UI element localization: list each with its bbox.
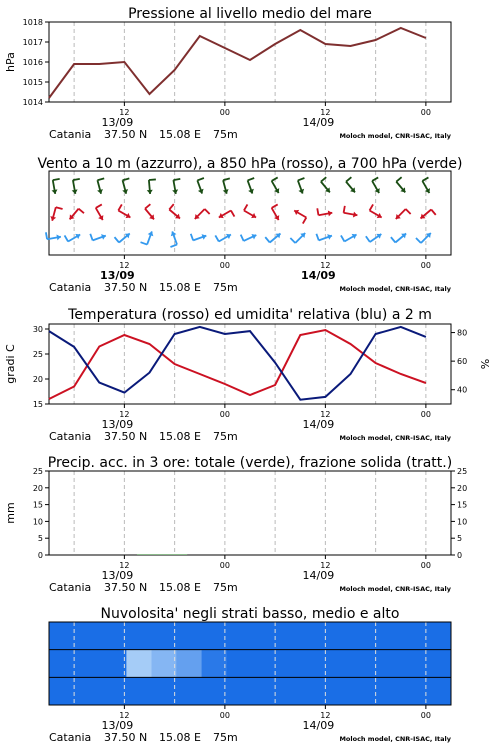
- x-tick-label: 12: [320, 108, 330, 117]
- wind-barb-flag: [241, 235, 244, 241]
- y-tick-label: 25: [33, 350, 43, 359]
- wind-arrowhead: [72, 189, 78, 193]
- wind-barb-flag: [346, 177, 351, 181]
- wind-barb-flag: [366, 236, 370, 242]
- x-tick-label: 00: [421, 561, 431, 570]
- cloud-cell: [126, 650, 151, 678]
- wind-barb-flag: [145, 204, 150, 208]
- wind-barb-flag: [370, 204, 374, 210]
- location-alt: 75m: [213, 581, 238, 594]
- model-credit: Moloch model, CNR-ISAC, Italy: [339, 434, 451, 442]
- wind-barb-flag: [298, 178, 305, 180]
- location-name: Catania: [49, 731, 91, 744]
- y-tick-label: 25: [33, 467, 43, 476]
- pressure-panel: [4, 6, 452, 141]
- date-label: 14/09: [303, 418, 335, 431]
- wind-barb-flag: [197, 178, 204, 180]
- wind-barb-flag: [344, 206, 345, 213]
- location-alt: 75m: [213, 731, 238, 744]
- wind-arrowhead: [52, 189, 58, 193]
- y-tick-label-right: 15: [457, 501, 467, 510]
- x-tick-label: 00: [421, 410, 431, 419]
- x-tick-label: 00: [220, 711, 230, 720]
- wind-barb-flag: [173, 179, 180, 180]
- model-credit: Moloch model, CNR-ISAC, Italy: [339, 735, 451, 743]
- precipitation-panel: [4, 455, 467, 594]
- wind-barb-flag: [115, 237, 119, 242]
- x-tick-label: 12: [320, 561, 330, 570]
- date-label: 13/09: [102, 116, 134, 129]
- wind-barb-flag: [46, 232, 47, 239]
- y-tick-label: 1016: [23, 58, 43, 67]
- wind-barb-flag: [90, 234, 92, 241]
- y-axis-label: mm: [4, 502, 17, 523]
- plot-frame: [49, 471, 451, 555]
- wind-barb-flag: [96, 204, 102, 208]
- y-tick-label: 1014: [23, 98, 43, 107]
- x-tick-label: 12: [119, 410, 129, 419]
- wind-arrowhead: [353, 212, 357, 218]
- wind-barb-flag: [191, 234, 193, 241]
- wind-arrowhead: [328, 211, 332, 217]
- y-tick-label: 1018: [23, 18, 43, 27]
- y-tick-label-right: 80: [457, 329, 467, 338]
- date-label: 13/09: [102, 569, 134, 582]
- wind-barb-flag: [53, 179, 60, 180]
- location-alt: 75m: [213, 430, 238, 443]
- location-lon: 15.08 E: [159, 731, 201, 744]
- cloud-cell: [177, 650, 202, 678]
- model-credit: Moloch model, CNR-ISAC, Italy: [339, 585, 451, 593]
- x-tick-label: 00: [220, 561, 230, 570]
- temperature-humidity-panel: [4, 307, 492, 443]
- wind-barb-flag: [416, 238, 421, 243]
- cloud-background: [49, 622, 451, 705]
- y-tick-label: 0: [38, 551, 43, 560]
- model-credit: Moloch model, CNR-ISAC, Italy: [339, 285, 451, 293]
- wind-arrowhead: [56, 235, 60, 241]
- plot-frame: [49, 22, 451, 102]
- y-tick-label-right: 40: [457, 386, 467, 395]
- model-credit: Moloch model, CNR-ISAC, Italy: [339, 132, 451, 140]
- x-tick-label: 12: [119, 108, 129, 117]
- chart-title: Precip. acc. in 3 ore: totale (verde), frazione solida (tratt.): [48, 455, 452, 471]
- wind-barb-flag: [215, 235, 219, 241]
- y-tick-label: 15: [33, 501, 43, 510]
- cloud-cell: [202, 650, 227, 678]
- x-tick-label: 12: [119, 261, 129, 270]
- y-tick-label: 20: [33, 484, 43, 493]
- y-tick-label: 5: [38, 534, 43, 543]
- location-name: Catania: [49, 281, 91, 294]
- wind-barb-flag: [265, 237, 269, 242]
- date-label: 14/09: [301, 269, 336, 282]
- wind-barb-flag: [149, 179, 156, 180]
- chart-title: Temperatura (rosso) ed umidita' relativa (blu) a 2 m: [67, 307, 432, 323]
- cloud-cover-panel: [49, 606, 452, 744]
- chart-title: Vento a 10 m (azzurro), a 850 hPa (rosso), a 700 hPa (verde): [37, 156, 462, 172]
- x-tick-label: 00: [220, 108, 230, 117]
- y-tick-label: 1017: [23, 38, 43, 47]
- y-tick-label-right: 20: [457, 484, 467, 493]
- wind-barb-flag: [431, 210, 435, 215]
- x-tick-label: 00: [220, 410, 230, 419]
- y-tick-label-right: 10: [457, 517, 467, 526]
- location-lat: 37.50 N: [104, 581, 147, 594]
- wind-barb-flag: [248, 178, 255, 180]
- y-tick-label-right: 25: [457, 467, 467, 476]
- wind-barb-flag: [317, 208, 318, 215]
- location-lon: 15.08 E: [159, 281, 201, 294]
- wind-barb-flag: [123, 178, 130, 180]
- y-axis-label: gradi C: [4, 344, 17, 384]
- wind-panel: [37, 156, 462, 294]
- y-tick-label-right: 60: [457, 357, 467, 366]
- wind-barb-flag: [244, 204, 248, 210]
- wind-barb-flag: [341, 235, 345, 241]
- location-lon: 15.08 E: [159, 128, 201, 141]
- wind-barb-flag: [65, 235, 69, 241]
- location-lat: 37.50 N: [104, 128, 147, 141]
- wind-barb-flag: [73, 179, 80, 180]
- wind-barb-flag: [118, 204, 122, 210]
- x-tick-label: 00: [421, 108, 431, 117]
- wind-barb-flag: [396, 177, 401, 181]
- x-tick-label: 12: [119, 561, 129, 570]
- wind-barb-flag: [79, 209, 84, 213]
- chart-title: Nuvolosita' negli strati basso, medio e alto: [101, 606, 400, 622]
- y-tick-label: 10: [33, 517, 43, 526]
- location-lon: 15.08 E: [159, 430, 201, 443]
- y-axis-label: hPa: [4, 52, 17, 72]
- wind-barb-flag: [406, 209, 411, 214]
- location-name: Catania: [49, 430, 91, 443]
- x-tick-label: 00: [220, 261, 230, 270]
- wind-barb-flag: [303, 218, 307, 224]
- location-alt: 75m: [213, 281, 238, 294]
- wind-barb-flag: [391, 237, 395, 242]
- wind-arrowhead: [147, 190, 153, 194]
- wind-barb-flag: [169, 204, 173, 209]
- location-alt: 75m: [213, 128, 238, 141]
- wind-barb-flag: [316, 234, 318, 241]
- date-label: 13/09: [102, 719, 134, 732]
- location-name: Catania: [49, 128, 91, 141]
- date-label: 14/09: [303, 569, 335, 582]
- y-tick-label: 30: [33, 325, 43, 334]
- x-tick-label: 12: [320, 410, 330, 419]
- wind-barb-flag: [231, 211, 235, 217]
- y-axis-label: %: [479, 359, 492, 369]
- wind-arrowhead: [172, 189, 178, 193]
- y-tick-label: 1015: [23, 78, 43, 87]
- y-tick-label-right: 5: [457, 534, 462, 543]
- x-tick-label: 00: [421, 711, 431, 720]
- location-lat: 37.50 N: [104, 281, 147, 294]
- y-tick-label-right: 0: [457, 551, 462, 560]
- cloud-cell: [152, 650, 177, 678]
- pressure-line: [49, 28, 426, 98]
- x-tick-label: 12: [320, 261, 330, 270]
- x-tick-label: 12: [320, 711, 330, 720]
- x-tick-label: 00: [421, 261, 431, 270]
- location-lat: 37.50 N: [104, 430, 147, 443]
- wind-barb-flag: [97, 178, 104, 180]
- location-lon: 15.08 E: [159, 581, 201, 594]
- chart-title: Pressione al livello medio del mare: [128, 6, 372, 22]
- date-label: 14/09: [303, 719, 335, 732]
- wind-barb-flag: [141, 242, 148, 244]
- location-name: Catania: [49, 581, 91, 594]
- location-lat: 37.50 N: [104, 731, 147, 744]
- plot-frame: [49, 324, 451, 404]
- date-label: 13/09: [100, 269, 135, 282]
- temperature-line: [49, 330, 426, 399]
- wind-barb-flag: [170, 245, 177, 247]
- wind-barb-flag: [56, 207, 63, 209]
- y-tick-label: 15: [33, 400, 43, 409]
- wind-barb-flag: [290, 238, 295, 243]
- y-tick-label: 20: [33, 375, 43, 384]
- wind-barb-flag: [223, 178, 230, 180]
- date-label: 13/09: [102, 418, 134, 431]
- date-label: 14/09: [303, 116, 335, 129]
- wind-barb-flag: [205, 209, 210, 214]
- x-tick-label: 12: [119, 711, 129, 720]
